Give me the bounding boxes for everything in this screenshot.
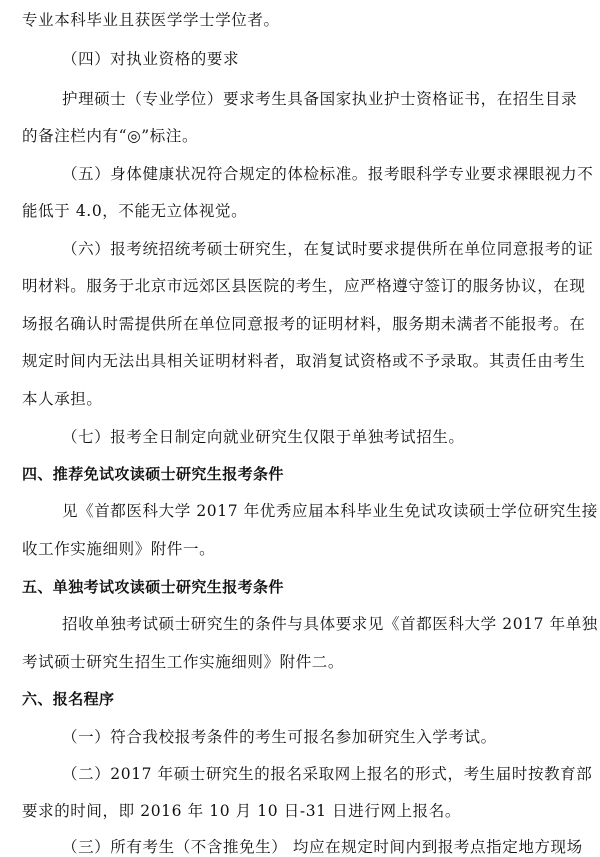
subsection-title: （四）对执业资格的要求 [62, 50, 240, 68]
section-heading: 五、单独考试攻读硕士研究生报考条件 [22, 578, 284, 596]
body-line: 见《首都医科大学 2017 年优秀应届本科毕业生免试攻读硕士学位研究生接 [62, 502, 598, 520]
body-line: （二）2017 年硕士研究生的报名采取网上报名的形式，考生届时按教育部 [62, 765, 593, 783]
body-line: 明材料。服务于北京市远郊区县医院的考生，应严格遵守签订的服务协议，在现 [22, 277, 586, 295]
body-line: 本人承担。 [22, 390, 103, 408]
section-heading: 四、推荐免试攻读硕士研究生报考条件 [22, 465, 284, 483]
body-line: （一）符合我校报考条件的考生可报名参加研究生入学考试。 [62, 728, 497, 746]
body-line: （七）报考全日制定向就业研究生仅限于单独考试招生。 [62, 428, 465, 446]
body-line: 收工作实施细则》附件一。 [22, 540, 216, 558]
body-line: （三）所有考生（不含推免生） 均应在规定时间内到报考点指定地方现场 [62, 838, 583, 856]
body-line: 考试硕士研究生招生工作实施细则》附件二。 [22, 653, 345, 671]
body-line: 场报名确认时需提供所在单位同意报考的证明材料，服务期未满者不能报考。在 [22, 315, 586, 333]
body-line: 护理硕士（专业学位）要求考生具备国家执业护士资格证书，在招生目录 [62, 90, 578, 108]
body-line: （五）身体健康状况符合规定的体检标准。报考眼科学专业要求裸眼视力不 [62, 165, 594, 183]
body-line: 的备注栏内有“◎”标注。 [22, 127, 199, 145]
body-line: 能低于 4.0，不能无立体视觉。 [22, 202, 248, 220]
body-line: 招收单独考试硕士研究生的条件与具体要求见《首都医科大学 2017 年单独 [62, 615, 598, 633]
body-line: （六）报考统招统考硕士研究生，在复试时要求提供所在单位同意报考的证 [62, 240, 594, 258]
section-heading: 六、报名程序 [22, 690, 115, 708]
body-line: 规定时间内无法出具相关证明材料者，取消复试资格或不予录取。其责任由考生 [22, 352, 586, 370]
body-line: 要求的时间，即 2016 年 10 月 10 日-31 日进行网上报名。 [22, 802, 461, 820]
body-line: 专业本科毕业且获医学学士学位者。 [22, 11, 280, 29]
